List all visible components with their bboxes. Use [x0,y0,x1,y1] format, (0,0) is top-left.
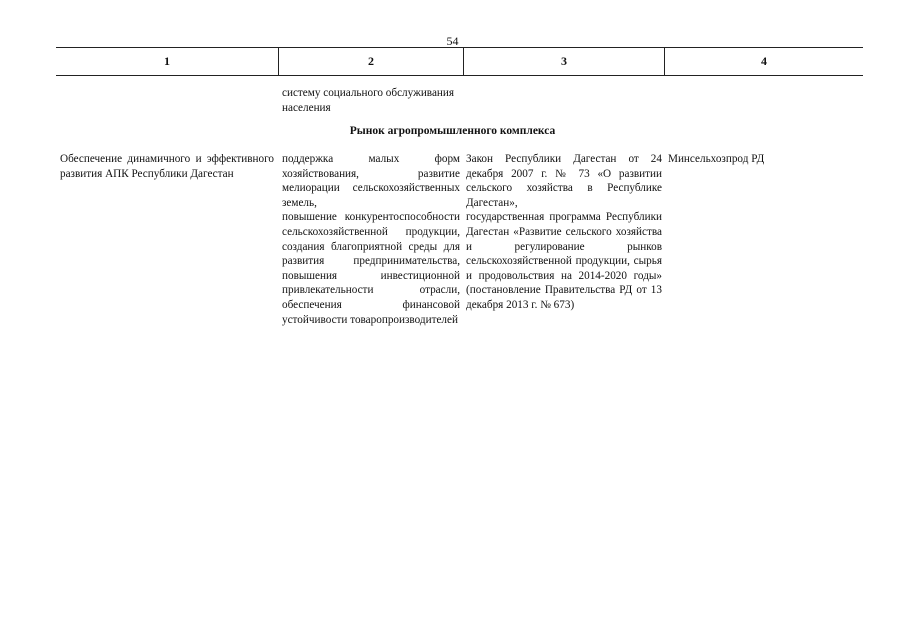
measures-cell [282,152,460,327]
column-header-2: 2 [278,48,463,75]
section-title: Рынок агропромышленного комплекса [349,125,556,137]
legal-basis-item: Закон Республики Дагестан от 24 декабря 2007 г. № 73 «О развитии сельского хозяйства в Республике Дагестан», [466,153,662,209]
measure-item: повышение конкурентоспособности сельскохозяйственной продукции, создания благоприятной среды для развития предпринимательства, повышения инвестиционной привлекательности отрасли, обеспечения финансовой устойчивости товаропроизводителей [282,211,460,326]
goal-cell: Обеспечение динамичного и эффективного развития АПК Республики Дагестан [60,153,274,180]
page-number: 54 [446,34,459,48]
responsible-cell: Минсельхозпрод РД [668,153,765,165]
measure-item: поддержка малых форм хозяйствования, развитие мелиорации сельскохозяйственных земель, [282,153,460,209]
column-header-3: 3 [463,48,664,75]
continuation-text: систему социального обслуживания населения [282,87,455,114]
legal-basis-item: государственная программа Республики Дагестан «Развитие сельского хозяйства и регулирование рынков сельскохозяйственной продукции, сырья и продовольствия на 2014-2020 годы» (постановление Правительства РД от 13 декабря 2013 г. № 673) [466,211,662,311]
column-header-4: 4 [664,48,863,75]
table-header-row [56,47,863,76]
legal-basis-cell [466,152,662,313]
column-header-1: 1 [164,54,170,68]
